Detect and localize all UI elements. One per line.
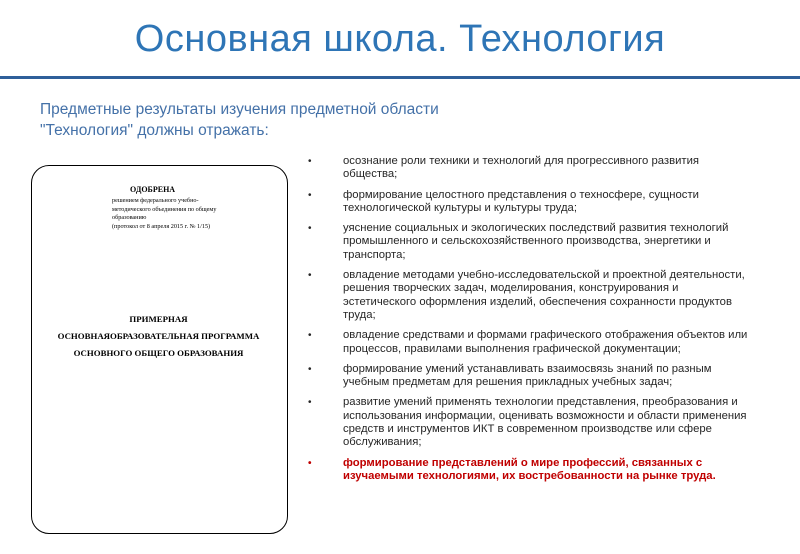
bullet-icon: • xyxy=(308,156,312,167)
list-item-text: уяснение социальных и экологических последствий развития технологий промышленного и сельскохозяйственного производства, энергетики и транспорта; xyxy=(343,222,729,261)
approval-heading: ОДОБРЕНА xyxy=(130,185,176,194)
list-item-text: формирование целостного представления о техносфере, сущности технологической культуры и культуры труда; xyxy=(343,188,699,214)
approval-line: решением федерального учебно- xyxy=(112,197,199,204)
bullet-icon: • xyxy=(308,270,312,282)
list-item-text: формирование представлений о мире профессий, связанных с изучаемыми технологиями, их востребованности на рынке труда. xyxy=(343,456,716,482)
program-title-line: ОСНОВНАЯОБРАЗОВАТЕЛЬНАЯ ПРОГРАММА xyxy=(57,331,260,341)
list-item-text: овладение методами учебно-исследовательской и проектной деятельности, решения творческих задач, моделирования, конструирования и эстетического оформления изделий, обеспечения сохранности продуктов труда; xyxy=(343,269,745,321)
list-item-text: осознание роли техники и технологий для прогрессивного развития общества; xyxy=(343,155,700,181)
slide-title: Основная школа. Технология xyxy=(134,18,666,60)
slide-subtitle xyxy=(40,99,560,141)
title-divider xyxy=(0,76,800,79)
results-list xyxy=(305,155,750,490)
approval-line: (протокол от 8 апреля 2015 г. № 1/15) xyxy=(112,222,211,230)
list-item-highlighted xyxy=(305,457,750,484)
bullet-icon: • xyxy=(308,330,312,342)
bullet-icon: • xyxy=(308,363,312,375)
subtitle-line-1: Предметные результаты изучения предметной области xyxy=(40,101,439,118)
approval-line: методического объединения по общему xyxy=(112,205,217,213)
list-item xyxy=(305,155,750,182)
list-item-text: развитие умений применять технологии представления, преобразования и использования информации, оценивать возможности и области применения средств и инструментов ИКТ в современном производстве или сфере обслуживания; xyxy=(343,396,747,449)
list-item xyxy=(305,222,750,262)
document-approval-stamp xyxy=(112,185,262,231)
program-title-line: ОСНОВНОГО ОБЩЕГО ОБРАЗОВАНИЯ xyxy=(73,348,244,358)
subtitle-line-2: "Технология" должны отражать: xyxy=(40,122,269,139)
bullet-icon: • xyxy=(308,457,312,469)
list-item xyxy=(305,363,750,390)
list-item-text: формирование умений устанавливать взаимосвязь знаний по разным учебным предметам для решения прикладных учебных задач; xyxy=(343,362,712,389)
approval-line: образованию xyxy=(112,214,147,221)
bullet-icon: • xyxy=(308,189,312,201)
approval-text xyxy=(112,197,262,231)
list-item xyxy=(305,189,750,216)
list-item xyxy=(305,269,750,322)
document-program-title xyxy=(35,311,282,362)
list-item xyxy=(305,396,750,449)
list-item xyxy=(305,329,750,356)
list-item-text: овладение средствами и формами графического отображения объектов или процессов, правилами выполнения графической документации; xyxy=(343,329,748,355)
program-title-line: ПРИМЕРНАЯ xyxy=(129,314,188,324)
bullet-icon: • xyxy=(308,397,312,409)
bullet-icon: • xyxy=(308,223,312,235)
